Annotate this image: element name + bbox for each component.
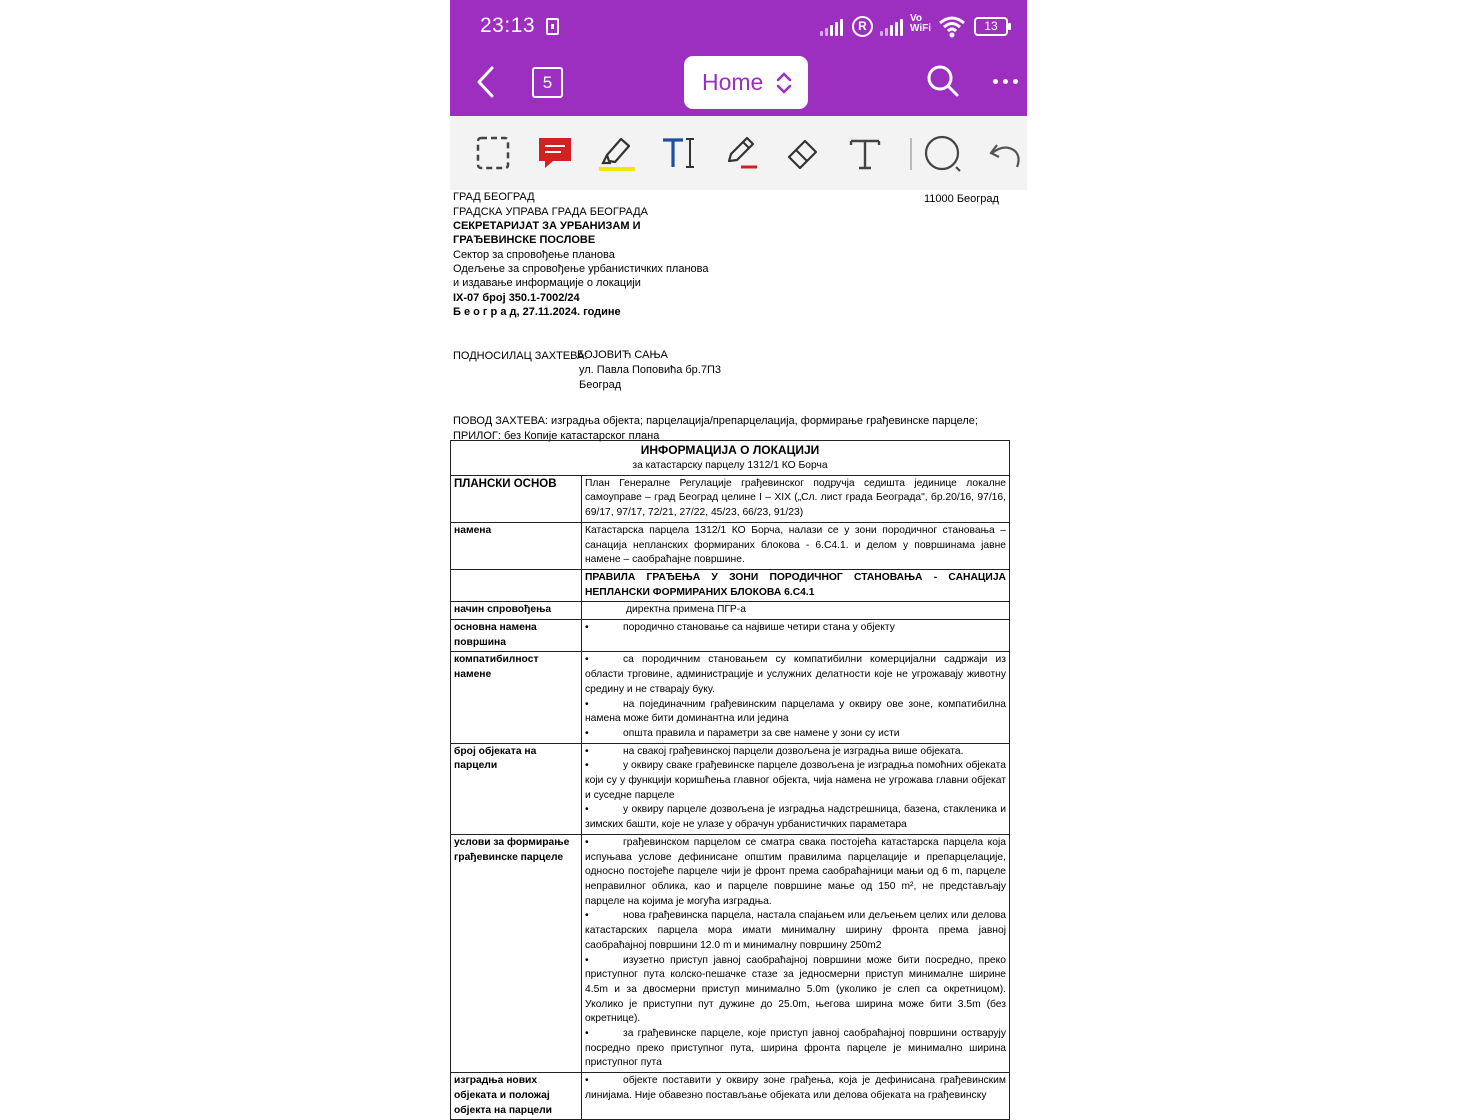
- signal-icon: [820, 18, 846, 36]
- compatibility-label: компатибилност намене: [451, 652, 582, 743]
- shape-icon[interactable]: [922, 133, 962, 173]
- document-page: [450, 190, 1027, 1116]
- list-item-text: на појединачним грађевинским парцелама у оквиру ове зоне, компатибилна намена може бити доминантна или једина: [585, 698, 1006, 725]
- list-item-text: за грађевинске парцеле, које приступ јавној саобраћајној површини остварују посредно преко приступног пута, ширина фронта парцеле је минимално ширина приступног пута: [585, 1028, 1006, 1069]
- table-row: [451, 569, 1010, 601]
- comment-icon[interactable]: [535, 133, 575, 173]
- signal-icon-2: [880, 18, 906, 36]
- home-tab-dropdown[interactable]: [684, 56, 808, 109]
- more-options-button[interactable]: [990, 76, 1022, 88]
- rules-title: ПРАВИЛА ГРАЂЕЊА У ЗОНИ ПОРОДИЧНОГ СТАНОВАЊА - САНАЦИЈА НЕПЛАНСКИ ФОРМИРАНИХ БЛОКОВА 6.С4.1: [582, 569, 1010, 601]
- building-position-label: изградња нових објеката и положај објекта на парцели: [451, 1073, 582, 1120]
- page-count-button[interactable]: 5: [532, 67, 563, 98]
- list-item-text: грађевинском парцелом се сматра свака постојећа катастарска парцела која испуњава услове дефинисане општим правилима парцелације и препарцелације, односно постојеће парцеле чији је фронт према саобраћајници мањи од 6 m, парцеле неправилног облика, као и парцеле површине мање од 150 m², не представљају парцеле на којима је могућа изградња.: [585, 836, 1006, 907]
- pen-icon[interactable]: [721, 133, 761, 173]
- undo-icon[interactable]: [987, 133, 1027, 173]
- vowifi-label: Vo WiFi: [910, 13, 932, 34]
- back-button[interactable]: [472, 62, 502, 102]
- plan-basis-value: План Генералне Регулације грађевинског подручја седишта јединице локалне самоуправе – град Београд целине I – XIX („Сл. лист града Београда", бр.20/16, 97/16, 69/17, 97/17, 72/21, 27/22, 45/23, 66/23, 91/23): [582, 475, 1010, 522]
- table-row: [451, 743, 1010, 834]
- list-item-text: у оквиру сваке грађевинске парцеле дозвољена је изградња помоћних објеката који су у функцији коришћења главног објекта, чија намена не угрожава главни објекат и суседне парцеле: [585, 760, 1006, 801]
- list-item: • на свакој грађевинској парцели дозвољена је изградња више објеката.: [585, 745, 964, 757]
- applicant-city: Београд: [579, 379, 622, 391]
- list-item-text: изузетно приступ јавној саобраћајној површини може бити посредно, преко приступног пута колско-пешачке стазе за једносмерни приступ минималне ширине 4.5m и за двосмерни приступ минимално 5.0m (уколико је слеп са окретницом). Уколико је приступни пут дужине до 25.0m, његова ширина може бити 3.5m (без окретнице).: [585, 954, 1006, 1025]
- table-row: [451, 602, 1010, 620]
- list-item: • у оквиру сваке грађевинске парцеле дозвољена је изградња помоћних објеката који су у функцији коришћења главног објекта, чија намена не угрожава главни објекат и суседне парцеле: [585, 760, 1006, 801]
- method-label: начин спровођења: [451, 602, 582, 620]
- table-row: [451, 1073, 1010, 1120]
- text-select-icon[interactable]: [659, 133, 699, 173]
- list-item: • за грађевинске парцеле, које приступ јавној саобраћајној површини остварују посредно преко приступног пута, ширина фронта парцеле је минимално ширина приступног пута: [585, 1028, 1006, 1069]
- battery-icon: 13: [974, 17, 1008, 36]
- annotation-toolbar: [450, 116, 1027, 192]
- list-item-text: у оквиру парцеле дозвољена је изградња надстрешница, базена, стакленика и зимских башти, које не улазе у обрачун урбанистичких параметара: [585, 804, 1006, 831]
- empty-label-cell: [451, 569, 582, 601]
- doc-date-line: Б е о г р а д, 27.11.2024. године: [453, 306, 621, 318]
- method-value: директна примена ПГР-а: [582, 602, 1010, 620]
- plan-basis-label: ПЛАНСКИ ОСНОВ: [451, 475, 582, 522]
- list-item-text: општа правила и параметри за све намене у зони су исти: [623, 727, 900, 739]
- eraser-icon[interactable]: [783, 133, 823, 173]
- doc-header-line-6: Одељење за спровођење урбанистичких планова: [453, 263, 709, 275]
- parcel-conditions-value: [582, 834, 1010, 1072]
- table-row: [451, 652, 1010, 743]
- applicant-address: ул. Павла Поповића бр.7П3: [579, 364, 721, 376]
- highlighter-icon[interactable]: [597, 133, 637, 173]
- table-header: [451, 441, 1010, 476]
- base-purpose-text: породично становање са највише четири стана у објекту: [623, 622, 895, 634]
- chevron-up-down-icon: [776, 71, 792, 95]
- applicant-label: ПОДНОСИЛАЦ ЗАХТЕВА:: [453, 350, 588, 362]
- list-item: • грађевинском парцелом се сматра свака постојећа катастарска парцела која испуњава услове дефинисане општим правилима парцелације и препарцелације, односно постојеће парцеле чији је фронт према саобраћајници мањи од 6 m, парцеле неправилног облика, као и парцеле површине мање од 150 m², не представљају парцеле на којима је могућа изградња.: [585, 836, 1006, 907]
- select-area-icon[interactable]: [473, 133, 513, 173]
- base-purpose-label: основна намена површина: [451, 620, 582, 652]
- battery-saver-icon: [546, 18, 559, 35]
- doc-case-number: IX-07 број 350.1-7002/24: [453, 292, 580, 304]
- doc-header-line-4: ГРАЂЕВИНСКЕ ПОСЛОВЕ: [453, 234, 596, 246]
- list-item: • са породичним становањем су компатибилни комерцијални садржаји из области трговине, администрације и услужних делатности које не угрожавају животну средину и не стварају буку.: [585, 654, 1006, 695]
- purpose-value: Катастарска парцела 1312/1 КО Борча, налази се у зони породичног становања – санација непланских формираних блокова - 6.С4.1. и делом у површинама јавне намене – саобраћајне површине.: [582, 522, 1010, 569]
- list-item: • општа правила и параметри за све намене у зони су исти: [585, 727, 900, 739]
- doc-header-line-1: ГРАД БЕОГРАД: [453, 191, 535, 203]
- list-item: • нова грађевинска парцела, настала спајањем или дељењем целих или делова катастарских парцела мора имати минималну ширину фронта према јавној саобраћајној површини 12.0 m и минималну површину 250m2: [585, 910, 1006, 951]
- search-button[interactable]: [926, 64, 960, 98]
- table-subtitle: за катастарску парцелу 1312/1 КО Борча: [632, 460, 828, 471]
- attachment-line: ПРИЛОГ: без Копије катастарског плана: [453, 430, 660, 442]
- purpose-label: намена: [451, 522, 582, 569]
- parcel-conditions-label: услови за формирање грађевинске парцеле: [451, 834, 582, 1072]
- app-bar: [450, 0, 1027, 116]
- list-item-text: на свакој грађевинској парцели дозвољена је изградња више објеката.: [623, 745, 964, 757]
- doc-header-line-5: Сектор за спровођење планова: [453, 249, 615, 261]
- base-purpose-value: • породично становање са највише четири стана у објекту: [582, 620, 1010, 652]
- applicant-name: БОЈОВИЋ САЊА: [577, 349, 668, 361]
- request-reason: ПОВОД ЗАХТЕВА: изградња објекта; парцелација/препарцелација, формирање грађевинске парцеле;: [453, 415, 978, 427]
- doc-header-line-2: ГРАДСКА УПРАВА ГРАДА БЕОГРАДА: [453, 206, 648, 218]
- roaming-icon: R: [852, 16, 873, 37]
- table-row: [451, 522, 1010, 569]
- doc-top-right-city: 11000 Београд: [924, 193, 999, 205]
- home-tab-label: Home: [702, 69, 764, 95]
- compatibility-value: [582, 652, 1010, 743]
- doc-header-line-7: и издавање информације о локацији: [453, 277, 641, 289]
- text-tool-icon[interactable]: [845, 133, 885, 173]
- table-title: ИНФОРМАЦИЈА О ЛОКАЦИЈИ: [640, 443, 820, 457]
- wifi-icon: [938, 14, 966, 38]
- phone-screen: [450, 0, 1027, 1116]
- table-row: [451, 475, 1010, 522]
- building-position-value: • објекте поставити у оквиру зоне грађења, која је дефинисана грађевинским линијама. Није обавезно постављање објеката или делова објеката на грађевинску: [582, 1073, 1010, 1120]
- list-item: • изузетно приступ јавној саобраћајној површини може бити посредно, преко приступног пута колско-пешачке стазе за једносмерни приступ минималне ширине 4.5m и за двосмерни приступ минимално 5.0m (уколико је слеп са окретницом). Уколико је приступни пут дужине до 25.0m, његова ширина може бити 3.5m (без окретнице).: [585, 954, 1006, 1025]
- list-item-text: објекте поставити у оквиру зоне грађења, која је дефинисана грађевинским линијама. Није обавезно постављање објеката или делова објеката на грађевинску: [585, 1075, 1006, 1101]
- building-count-label: број објеката на парцели: [451, 743, 582, 834]
- table-row: [451, 834, 1010, 1072]
- list-item: • на појединачним грађевинским парцелама у оквиру ове зоне, компатибилна намена може бити доминантна или једина: [585, 698, 1006, 725]
- toolbar-divider: [910, 138, 912, 170]
- table-row: [451, 620, 1010, 652]
- list-item-text: са породичним становањем су компатибилни комерцијални садржаји из области трговине, администрације и услужних делатности које не угрожавају животну средину и не стварају буку.: [585, 654, 1006, 695]
- building-count-value: [582, 743, 1010, 834]
- doc-header-line-3: СЕКРЕТАРИЈАТ ЗА УРБАНИЗАМ И: [453, 220, 641, 232]
- location-info-table: [450, 440, 1010, 1120]
- status-time: 23:13: [480, 14, 536, 37]
- list-item: • у оквиру парцеле дозвољена је изградња надстрешница, базена, стакленика и зимских башти, које не улазе у обрачун урбанистичких параметара: [585, 804, 1006, 831]
- list-item-text: нова грађевинска парцела, настала спајањем или дељењем целих или делова катастарских парцела мора имати минималну ширину фронта према јавној саобраћајној површини 12.0 m и минималну површину 250m2: [585, 910, 1006, 951]
